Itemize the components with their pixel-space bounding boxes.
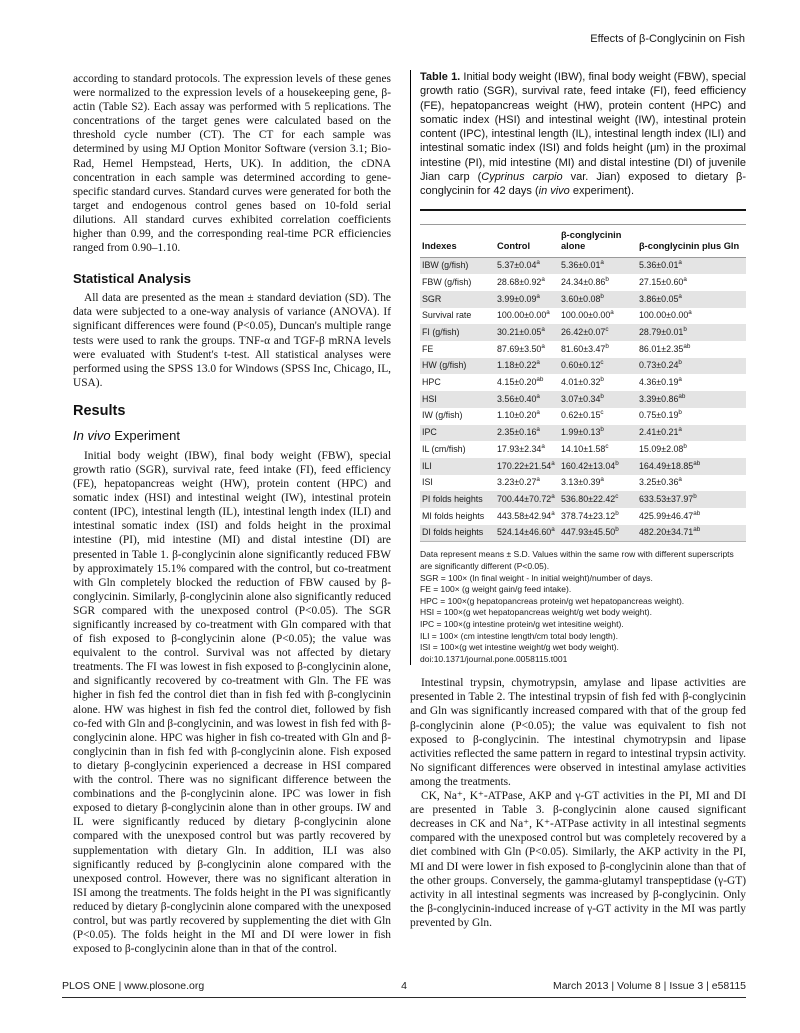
significance-superscript: ab <box>683 342 691 350</box>
table-cell: 170.22±21.54$^a$ <box>497 459 555 471</box>
significance-superscript: b <box>615 509 619 517</box>
row-label: FBW (g/fish) <box>422 276 472 287</box>
significance-superscript: b <box>605 342 609 350</box>
table-cell: 482.20±34.71$^{ab}$ <box>637 525 746 542</box>
table-cell: 536.80±22.42$^c$ <box>561 492 619 504</box>
table-cell: 0.73±0.24$^b$ <box>639 359 682 371</box>
row-label: IW (g/fish) <box>422 410 463 421</box>
table-cell: 700.44±70.72$^a$ <box>497 492 555 504</box>
table1-top-rule <box>420 209 746 211</box>
table-cell: 17.93±2.34$^a$ <box>497 442 545 454</box>
column-header-conglycinin-plus-gln: β-conglycinin plus Gln <box>637 227 746 258</box>
heading-invivo-rest: Experiment <box>110 427 180 443</box>
row-label: ISI <box>422 477 433 488</box>
table-cell: 3.60±0.08$^b$ <box>561 292 604 304</box>
table-row <box>420 525 746 542</box>
footnote-line: Data represent means ± S.D. Values within the same row with different superscripts are significantly different (P<0.05). <box>420 549 734 571</box>
table-cell: 2.41±0.21$^a$ <box>639 426 682 438</box>
significance-superscript: b <box>600 292 604 300</box>
row-label: IL (cm/fish) <box>422 443 466 454</box>
significance-superscript: a <box>536 409 540 417</box>
heading-invivo-experiment <box>73 428 391 443</box>
table-row <box>420 491 746 508</box>
table1-caption-label: Table 1. <box>420 71 461 83</box>
significance-superscript: b <box>600 392 604 400</box>
significance-superscript: b <box>693 492 697 500</box>
table-cell: 100.00±0.00$^a$ <box>639 309 692 321</box>
table-row <box>420 341 746 358</box>
table-cell: 3.56±0.40$^a$ <box>497 392 540 404</box>
row-label: IBW (g/fish) <box>422 260 469 271</box>
footnote-line: IPC = 100×(g intestine protein/g wet intesitine weight). <box>420 618 624 629</box>
significance-superscript: a <box>600 259 604 267</box>
footnote-line: ILI = 100× (cm intestine length/cm total body length). <box>420 630 618 641</box>
table1-caption <box>420 70 746 199</box>
table-cell: 3.99±0.09$^a$ <box>497 292 540 304</box>
right-column <box>410 70 746 930</box>
table-cell: 14.10±1.58$^c$ <box>561 442 609 454</box>
footnote-line: ISI = 100×(g wet intestine weight/g wet body weight). <box>420 642 619 653</box>
table-row <box>420 391 746 408</box>
caption-segment: Cyprinus carpio <box>481 171 563 184</box>
table-cell: 15.09±2.08$^b$ <box>639 442 687 454</box>
table-cell: 447.93±45.50$^b$ <box>559 525 637 542</box>
table1 <box>420 227 746 543</box>
table-cell: 86.01±2.35$^{ab}$ <box>639 342 691 354</box>
significance-superscript: c <box>605 326 609 334</box>
heading-invivo-italic: In vivo <box>73 427 111 443</box>
table-cell: 633.53±37.97$^b$ <box>639 492 697 504</box>
table-row <box>420 475 746 492</box>
row-label: IPC <box>422 427 437 438</box>
row-label: DI folds heights <box>420 525 495 542</box>
footnote-line: SGR = 100× (ln final weight - ln initial weight)/number of days. <box>420 572 653 583</box>
significance-superscript: c <box>600 359 604 367</box>
table-row <box>420 308 746 325</box>
significance-superscript: b <box>615 459 619 467</box>
row-label: HPC <box>422 377 441 388</box>
table-row <box>420 358 746 375</box>
significance-superscript: a <box>610 309 614 317</box>
significance-superscript: a <box>678 292 682 300</box>
significance-superscript: a <box>536 259 540 267</box>
significance-superscript: a <box>551 459 555 467</box>
table1-header-row <box>420 227 746 258</box>
row-label: FE <box>422 343 434 354</box>
row-label: SGR <box>422 293 442 304</box>
table-row <box>420 408 746 425</box>
table-row <box>420 508 746 525</box>
heading-results: Results <box>73 402 126 419</box>
table-cell: 524.14±46.60$^a$ <box>495 525 559 542</box>
row-label: HW (g/fish) <box>422 360 467 371</box>
footer-rule <box>62 997 746 998</box>
table-row <box>420 458 746 475</box>
table-cell: 28.79±0.01$^b$ <box>639 326 687 338</box>
table-cell: 0.60±0.12$^c$ <box>561 359 604 371</box>
significance-superscript: a <box>678 476 682 484</box>
paragraph-enzymes: Intestinal trypsin, chymotrypsin, amylase and lipase activities are presented in Table 2. The intestinal trypsin of fish fed with β-conglycinin and Gln was significantly increased compared with that of the group fed β-conglycinin alone (P<0.05); the value was equivalent to fish not exposed to β-conglycinin. The intestinal chymotrypsin and lipase activities reflected the same pattern in regard to intestinal trypsin activity. No significant differences were observed in intestinal amylase activities among the treatments. <box>410 677 746 788</box>
table-cell: 5.36±0.01$^a$ <box>561 259 604 271</box>
table-cell: 1.10±0.20$^a$ <box>497 409 540 421</box>
table-cell: 24.34±0.86$^b$ <box>561 275 609 287</box>
table-cell: 100.00±0.00$^a$ <box>561 309 614 321</box>
table1-caption-text <box>420 71 746 197</box>
significance-superscript: a <box>541 275 545 283</box>
table-cell: 3.86±0.05$^a$ <box>639 292 682 304</box>
paragraph-atpase: CK, Na⁺, K⁺-ATPase, AKP and γ-GT activities in the PI, MI and DI are presented in Table 3. β-conglycinin alone caused significant decreases in CK and Na⁺, K⁺-ATPase activity in all intestinal segments compared with the unexposed control but was completely recovered by a diet combined with Gln (P<0.05). Similarly, the AKP activity in the PI, MI and DI were lower in fish exposed to β-conglycinin alone than that of the other groups. Conversely, the gamma-glutamyl transpeptidase (γ-GT) activity in all intestinal segments was increased by β-conglycinin. Only the β-conglycinin-induced increase of γ-GT activity in the MI was partly prevented by Gln. <box>410 790 746 929</box>
table-cell: 26.42±0.07$^c$ <box>561 326 609 338</box>
heading-statistical-analysis: Statistical Analysis <box>73 271 192 287</box>
footer-page-number: 4 <box>401 980 407 992</box>
table-row <box>420 274 746 291</box>
table-row <box>420 441 746 458</box>
significance-superscript: a <box>546 309 550 317</box>
table-cell: 3.23±0.27$^a$ <box>497 476 540 488</box>
table-cell: 0.62±0.15$^c$ <box>561 409 604 421</box>
left-column <box>73 72 391 956</box>
significance-superscript: c <box>615 492 619 500</box>
significance-superscript: a <box>678 426 682 434</box>
significance-superscript: ab <box>693 526 701 534</box>
table-cell: 27.15±0.60$^a$ <box>639 275 687 287</box>
table-cell: 2.35±0.16$^a$ <box>497 426 540 438</box>
table-cell: 378.74±23.12$^b$ <box>561 509 619 521</box>
table-cell: 443.58±42.94$^a$ <box>497 509 555 521</box>
table-cell: 5.36±0.01$^a$ <box>639 259 682 271</box>
caption-segment: in vivo <box>538 185 570 198</box>
table-cell: 28.68±0.92$^a$ <box>497 275 545 287</box>
significance-superscript: a <box>536 392 540 400</box>
footer-issue-info: March 2013 | Volume 8 | Issue 3 | e58115 <box>552 980 746 992</box>
paragraph-statistical: All data are presented as the mean ± standard deviation (SD). The data were subjected to a one-way analysis of variance (ANOVA). If significant differences were found (P<0.05), Duncan's multiple range tests were used to rank the groups. TNF-α and TGF-β mRNA levels were evaluated with Student's t-test. All statistical analyses were performed using the SPSS 13.0 for Windows (SPSS Inc, Chicago, IL, USA). <box>73 292 391 389</box>
caption-segment: experiment). <box>569 185 635 198</box>
table-cell: 3.07±0.34$^b$ <box>561 392 604 404</box>
table-cell: 4.36±0.19$^a$ <box>639 376 682 388</box>
footnote-line: doi:10.1371/journal.pone.0058115.t001 <box>420 653 568 664</box>
table-row <box>420 425 746 442</box>
significance-superscript: b <box>683 326 687 334</box>
significance-superscript: a <box>688 309 692 317</box>
row-label: ILI <box>422 460 432 471</box>
caption-segment: Initial body weight (IBW), final body weight (FBW), special growth ratio (SGR), survival rate, feed intake (FI), feed efficiency (FE), hepatopancreas weight (HW), protein content (HPC) and somatic index (HSI) and intestinal weight (IW), intestinal protein content (IPC), intestinal length (IL), intestinal length index (ILI) and intestinal somatic index (ISI) and folds height (μm) in the proximal intestine (PI), mid intestine (MI) and distal intestine (DI) of juvenile Jian carp ( <box>420 71 746 184</box>
significance-superscript: ab <box>693 459 701 467</box>
table-cell: 164.49±18.85$^{ab}$ <box>639 459 701 471</box>
significance-superscript: b <box>683 442 687 450</box>
table-row <box>420 257 746 274</box>
table1-inner-rule <box>420 224 746 225</box>
significance-superscript: a <box>536 476 540 484</box>
paragraph-invivo: Initial body weight (IBW), final body weight (FBW), special growth ratio (SGR), survival rate, feed intake (FI), feed efficiency (FE), hepatopancreas weight (HW), protein content (HPC) and somatic index (HSI) and intestinal weight (IW), intestinal protein content (IPC), intestinal length (IL), intestinal length index (ILI) and intestinal somatic index (ISI) and folds height in the proximal intestine (PI), mid intestine (MI) and distal intestine (DI) are presented in Table 1. β-conglycinin alone significantly reduced FBW by approximately 15.1% compared with the control, but co-treatment with Gln completely blocked the reduction of FBW caused by β-conglycinin. Similarly, β-conglycinin alone also significantly reduced SGR compared with the unexposed control (P<0.05). The SGR significantly increased by co-treatment with Gln compared with that of fish exposed to β-conglycinin alone (P<0.05); the value was equivalent to the control. Survival was not affected by dietary treatments. The FI was lowest in fish exposed to β-conglycinin alone, and significantly recovered by co-treatment with Gln. The FE was higher in fish fed the control diet than in fish fed with β-conglycinin alone. HW was highest in fish fed the control diet, followed by fish co-fed with Gln and β-conglycinin, and was lowest in fish fed with β-conglycinin alone. HPC was higher in fish co-treated with Gln and β-conglycinin than in fish fed with β-conglycinin alone. Fish exposed to dietary β-conglycinin experienced a decrease in HSI compared with the control. There was no significant difference between the combinations and the β-conglycinin alone. IPC was lower in fish exposed to dietary β-conglycinin alone than in other groups. IW and IL were significantly reduced by dietary β-conglycinin alone compared with the unexposed control but was partly recovered by supplementation with dietary Gln. In addition, ILI was also significantly reduced by β-conglycinin alone compared with the unexposed control. However, there was no significant alteration in ISI among the treatments. The folds height in the PI was significantly reduced by dietary β-conglycinin alone compared with the unexposed control, but was partly recovered by supplementing the diet with Gln (P<0.05). The folds height in the MI and DI were lower in fish exposed to β-conglycinin alone than in that of the control. <box>73 449 391 956</box>
footnote-line: HSI = 100×(g wet hepatopancreas weight/g wet body weight). <box>420 607 653 618</box>
table-cell: 3.39±0.86$^{ab}$ <box>639 392 686 404</box>
table-cell: 3.13±0.39$^a$ <box>561 476 604 488</box>
significance-superscript: a <box>600 476 604 484</box>
footer <box>62 980 746 992</box>
significance-superscript: c <box>605 442 609 450</box>
footer-journal: PLOS ONE | www.plosone.org <box>62 980 205 992</box>
significance-superscript: ab <box>678 392 686 400</box>
footnote-line: HPC = 100×(g hepatopancreas protein/g wet hepatopancreas weight). <box>420 595 685 606</box>
significance-superscript: c <box>600 409 604 417</box>
significance-superscript: b <box>600 376 604 384</box>
table-cell: 1.99±0.13$^b$ <box>561 426 604 438</box>
row-label: MI folds heights <box>422 510 485 521</box>
significance-superscript: b <box>615 526 619 534</box>
table-cell: 5.37±0.04$^a$ <box>497 259 540 271</box>
table-cell: 87.69±3.50$^a$ <box>497 342 545 354</box>
table-row <box>420 324 746 341</box>
significance-superscript: a <box>551 509 555 517</box>
column-header-conglycinin-alone: β-conglycinin alone <box>559 227 637 258</box>
running-head: Effects of β-Conglycinin on Fish <box>590 33 745 45</box>
significance-superscript: ab <box>693 509 701 517</box>
significance-superscript: b <box>600 426 604 434</box>
row-label: HSI <box>422 393 437 404</box>
row-label: FI (g/fish) <box>422 327 460 338</box>
table1-footnotes <box>420 549 746 665</box>
footnote-line: FE = 100× (g weight gain/g feed intake). <box>420 584 572 595</box>
table-cell: 3.25±0.36$^a$ <box>639 476 682 488</box>
significance-superscript: a <box>536 292 540 300</box>
table-cell: 4.15±0.20$^{ab}$ <box>497 376 544 388</box>
table-cell: 100.00±0.00$^a$ <box>497 309 550 321</box>
significance-superscript: a <box>551 492 555 500</box>
table-cell: 160.42±13.04$^b$ <box>561 459 619 471</box>
significance-superscript: a <box>536 426 540 434</box>
table-cell: 4.01±0.32$^b$ <box>561 376 604 388</box>
table-cell: 1.18±0.22$^a$ <box>497 359 540 371</box>
table-row <box>420 374 746 391</box>
significance-superscript: a <box>541 342 545 350</box>
table-row <box>420 291 746 308</box>
significance-superscript: a <box>678 376 682 384</box>
table-cell: 30.21±0.05$^a$ <box>497 326 545 338</box>
table-cell: 81.60±3.47$^b$ <box>561 342 609 354</box>
significance-superscript: a <box>678 259 682 267</box>
significance-superscript: a <box>683 275 687 283</box>
significance-superscript: ab <box>536 376 544 384</box>
table-cell: 425.99±46.47$^{ab}$ <box>639 509 701 521</box>
significance-superscript: b <box>678 359 682 367</box>
significance-superscript: a <box>551 526 555 534</box>
significance-superscript: b <box>605 275 609 283</box>
significance-superscript: a <box>541 442 545 450</box>
paragraph-protocols: according to standard protocols. The expression levels of these genes were normalized to the expression levels of a housekeeping gene, β-actin (Table S2). Each assay was performed with 5 replications. The concentrations of the target genes were calculated based on the threshold cycle number (CT). The CT for each sample was determined by using MJ Option Monitor Software (version 3.1; Bio-Rad, Hemel Hempstead, Herts, UK). In addition, the cDNA concentration in each sample was determined according to gene-specific standard curves. Standard curves were generated for both the target and endogenous control genes based on 10-fold serial dilutions. All standard curves exhibited correlation coefficients higher than 0.99, and the corresponding real-time PCR efficiencies ranged from 0.90–1.10. <box>73 73 391 255</box>
column-header-control: Control <box>495 227 559 258</box>
caption-segment: var. Jian) exposed to dietary β-conglycinin for 42 days ( <box>420 171 746 198</box>
table1-block <box>410 70 746 665</box>
table-cell: 0.75±0.19$^b$ <box>639 409 682 421</box>
significance-superscript: b <box>678 409 682 417</box>
row-label: PI folds heights <box>422 493 483 504</box>
column-header-indexes: Indexes <box>420 227 495 258</box>
significance-superscript: a <box>536 359 540 367</box>
significance-superscript: a <box>541 326 545 334</box>
row-label: Survival rate <box>422 310 472 321</box>
